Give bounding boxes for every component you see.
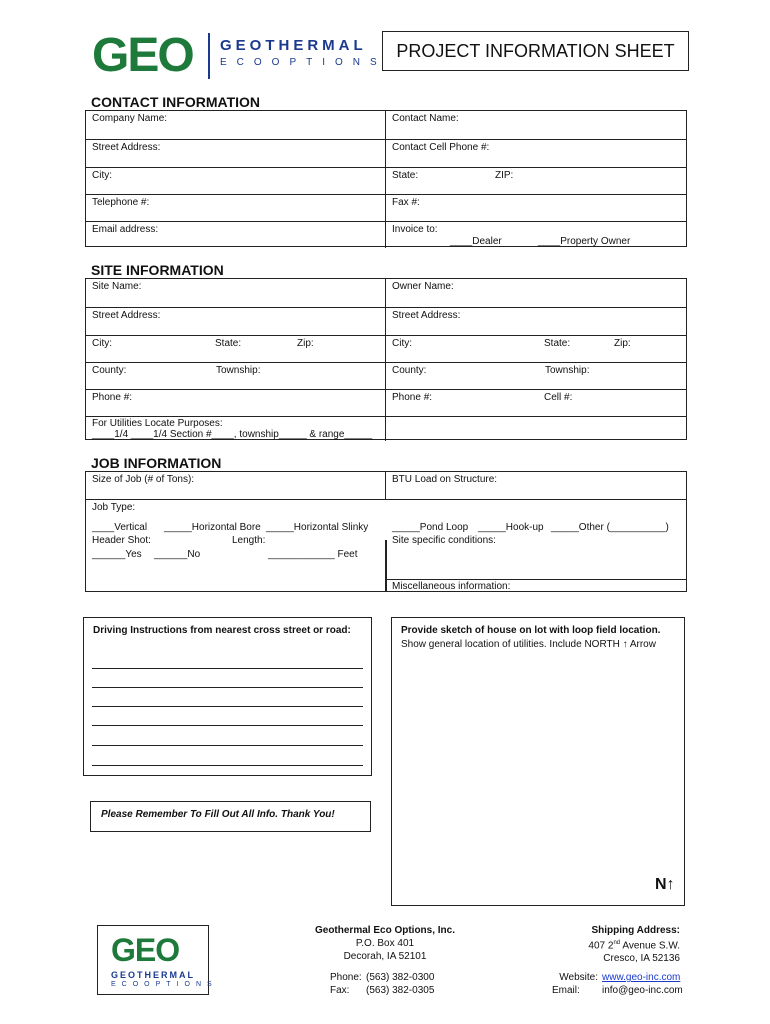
north-arrow-icon: ↑ [666, 876, 675, 893]
header-yes-option[interactable]: ______Yes [92, 549, 142, 560]
owner-cell-label[interactable]: Cell #: [544, 392, 573, 403]
driving-blank-line[interactable] [92, 725, 363, 726]
reminder-text: Please Remember To Fill Out All Info. Thank You! [101, 809, 335, 820]
footer-company: Geothermal Eco Options, Inc. [314, 925, 456, 936]
state-label[interactable]: State: [392, 170, 419, 181]
sketch-subtext: Show general location of utilities. Include NORTH ↑ Arrow [401, 639, 656, 650]
header-no-option[interactable]: ______No [154, 549, 201, 560]
logo-word-ecooptions: ECOOPTIONS [220, 57, 387, 68]
email-label[interactable]: Email address: [92, 224, 159, 235]
site-township-label[interactable]: Township: [216, 365, 261, 376]
website-label: Website: [559, 972, 598, 983]
footer-logo-geothermal: GEOTHERMAL [111, 970, 195, 980]
owner-zip-label[interactable]: Zip: [614, 338, 631, 349]
footer-logo-mark: GEO [111, 932, 180, 968]
shipping-address [520, 924, 680, 965]
job-table [85, 471, 687, 592]
website-link[interactable]: www.geo-inc.com [602, 972, 681, 983]
site-name-label[interactable]: Site Name: [92, 281, 142, 292]
driving-blank-line[interactable] [92, 765, 363, 766]
phone-label: Phone: [330, 972, 362, 983]
owner-township-label[interactable]: Township: [545, 365, 590, 376]
footer-logo-ecooptions: ECOOPTIONS [111, 981, 218, 988]
invoice-dealer-option[interactable]: ____Dealer [450, 236, 502, 247]
site-county-label[interactable]: County: [92, 365, 127, 376]
hookup-option[interactable]: _____Hook-up [478, 522, 544, 533]
job-heading: JOB INFORMATION [91, 455, 222, 471]
telephone-label[interactable]: Telephone #: [92, 197, 150, 208]
north-arrow-icon: ↑ [622, 639, 628, 650]
shipping-label: Shipping Address: [591, 925, 680, 936]
fax-number: (563) 382-0305 [366, 985, 435, 996]
reminder-box [90, 801, 371, 832]
site-street-label[interactable]: Street Address: [92, 310, 161, 321]
site-table [85, 278, 687, 440]
site-city-label[interactable]: City: [92, 338, 112, 349]
contact-name-label[interactable]: Contact Name: [392, 113, 459, 124]
company-name-label[interactable]: Company Name: [92, 113, 168, 124]
site-state-label[interactable]: State: [215, 338, 242, 349]
owner-county-label[interactable]: County: [392, 365, 427, 376]
email-label-footer: Email: [552, 985, 580, 996]
footer-po-box: P.O. Box 401 [355, 938, 415, 949]
other-option[interactable]: _____Other (__________) [551, 522, 669, 533]
logo-word-geothermal: GEOTHERMAL [220, 37, 367, 54]
driving-blank-line[interactable] [92, 687, 363, 688]
owner-phone-label[interactable]: Phone #: [392, 392, 433, 403]
page-title: PROJECT INFORMATION SHEET [382, 31, 689, 71]
owner-state-label[interactable]: State: [544, 338, 571, 349]
horizontal-slinky-option[interactable]: _____Horizontal Slinky [266, 522, 369, 533]
contact-heading: CONTACT INFORMATION [91, 94, 261, 110]
utilities-label: For Utilities Locate Purposes: [92, 418, 223, 429]
logo-divider [208, 33, 210, 79]
zip-label[interactable]: ZIP: [495, 170, 514, 181]
invoice-owner-option[interactable]: ____Property Owner [538, 236, 631, 247]
phone-number: (563) 382-0300 [366, 972, 435, 983]
footer-city: Decorah, IA 52101 [343, 951, 427, 962]
pond-loop-option[interactable]: _____Pond Loop [392, 522, 469, 533]
footer-web [552, 971, 683, 997]
street-address-label[interactable]: Street Address: [92, 142, 161, 153]
driving-blank-line[interactable] [92, 706, 363, 707]
site-phone-label[interactable]: Phone #: [92, 392, 133, 403]
fax-label: Fax: [330, 985, 350, 996]
sketch-box[interactable] [391, 617, 685, 906]
feet-field[interactable]: ____________ Feet [268, 549, 358, 560]
vertical-option[interactable]: ____Vertical [92, 522, 148, 533]
sketch-heading: Provide sketch of house on lot with loop field location. [401, 625, 661, 636]
fax-label[interactable]: Fax #: [392, 197, 420, 208]
north-indicator: N↑ [655, 876, 675, 893]
utilities-fields[interactable]: ____1/4 ____1/4 Section #____, township_____ & range_____ [92, 429, 373, 440]
logo-mark: GEO [92, 29, 193, 82]
city-label[interactable]: City: [92, 170, 112, 181]
owner-street-label[interactable]: Street Address: [392, 310, 461, 321]
length-label[interactable]: Length: [232, 535, 266, 546]
driving-heading: Driving Instructions from nearest cross street or road: [93, 625, 351, 636]
site-conditions-label[interactable]: Site specific conditions: [392, 535, 496, 546]
shipping-street: 407 2nd Avenue S.W. [588, 940, 680, 952]
company-logo [92, 29, 392, 83]
driving-blank-line[interactable] [92, 745, 363, 746]
footer-contact [330, 971, 434, 997]
site-zip-label[interactable]: Zip: [297, 338, 314, 349]
footer-address [300, 924, 470, 963]
contact-table [85, 110, 687, 247]
horizontal-bore-option[interactable]: _____Horizontal Bore [164, 522, 261, 533]
footer-logo [97, 925, 218, 995]
misc-info-label[interactable]: Miscellaneous information: [392, 581, 511, 592]
header-shot-label: Header Shot: [92, 535, 151, 546]
site-heading: SITE INFORMATION [91, 262, 224, 278]
shipping-city: Cresco, IA 52136 [603, 953, 680, 965]
driving-instructions-box[interactable] [83, 617, 372, 776]
email-address[interactable]: info@geo-inc.com [602, 985, 683, 996]
contact-cell-label[interactable]: Contact Cell Phone #: [392, 142, 490, 153]
btu-load-label[interactable]: BTU Load on Structure: [392, 474, 498, 485]
driving-blank-line[interactable] [92, 668, 363, 669]
owner-city-label[interactable]: City: [392, 338, 412, 349]
job-type-label: Job Type: [92, 502, 136, 513]
invoice-to-label: Invoice to: [392, 224, 438, 235]
owner-name-label[interactable]: Owner Name: [392, 281, 454, 292]
job-size-label[interactable]: Size of Job (# of Tons): [92, 474, 195, 485]
